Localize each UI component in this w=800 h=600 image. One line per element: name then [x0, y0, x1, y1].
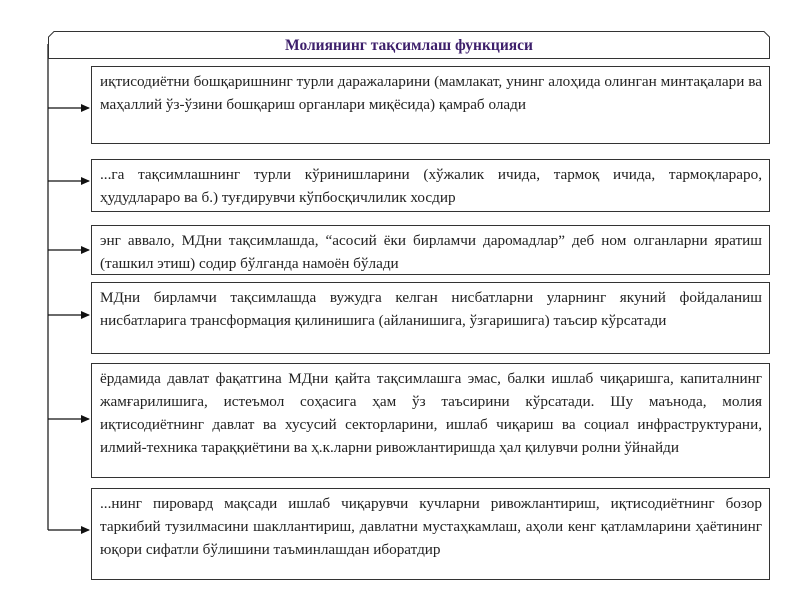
function-box-1: иқтисодиётни бошқаришнинг турли даражаларини (мамлакат, унинг алоҳида олинган минтақалари ва маҳаллий ўз-ўзини бошқариш органлари миқёсида) қамраб олади — [91, 66, 770, 144]
title-box — [48, 31, 770, 59]
function-box-6: ...нинг пировард мақсади ишлаб чиқарувчи кучларни ривожлантириш, иқтисодиётнинг бозор таркибий тузилмасини шакллантириш, давлатни мустаҳкамлаш, аҳоли кенг қатламларини ҳаётининг юқори сифатли бўлишини таъминлашдан иборатдир — [91, 488, 770, 580]
diagram-title: Молиянинг тақсимлаш функцияси — [285, 37, 533, 54]
function-box-3: энг аввало, МДни тақсимлашда, “асосий ёки бирламчи даромадлар” деб ном олганларни яратиш (ташкил этиш) содир бўлганда намоён бўлади — [91, 225, 770, 275]
function-box-2: ...га тақсимлашнинг турли кўринишларини (хўжалик ичида, тармоқ ичида, тармоқлараро, ҳудудлараро ва б.) туғдирувчи кўпбосқичлилик хосдир — [91, 159, 770, 212]
function-box-5: ёрдамида давлат фақатгина МДни қайта тақсимлашга эмас, балки ишлаб чиқаришга, капиталнинг жамғарилишига, истеъмол соҳасига ҳам ўз таъсирини кўрсатади. Шу маънода, молия иқтисодиётнинг давлат ва хусусий секторларини, ишлаб чиқариш ва социал инфраструктурани, илмий-техника тараққиётини ва ҳ.к.ларни ривожлантиришда ҳал қилувчи ролни ўйнайди — [91, 363, 770, 478]
function-box-4: МДни бирламчи тақсимлашда вужудга келган нисбатларни уларнинг якуний фойдаланиш нисбатларига трансформация қилинишига (айланишига, ўзгаришига) таъсир кўрсатади — [91, 282, 770, 354]
